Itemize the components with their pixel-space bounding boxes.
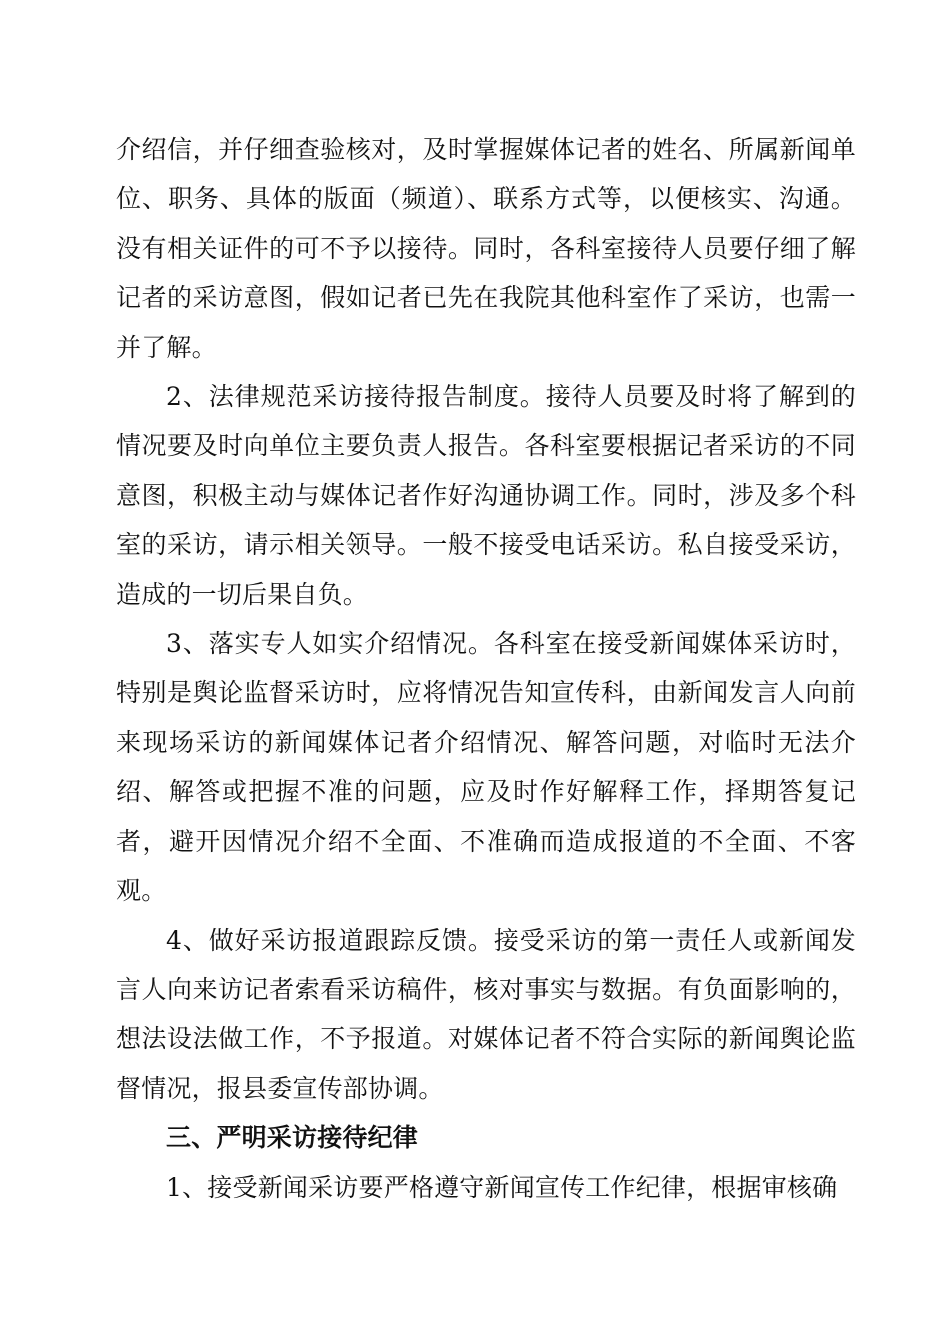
paragraph-item-4-follow-up: 4、做好采访报道跟踪反馈。接受采访的第一责任人或新闻发言人向来访记者索看采访稿件，核对事实与数据。有负面影响的，想法设法做工作，不予报道。对媒体记者不符合实际的新闻舆论监督情况，报县委宣传部协调。 <box>116 925 856 1103</box>
paragraph-item-3-designated-person: 3、落实专人如实介绍情况。各科室在接受新闻媒体采访时，特别是舆论监督采访时，应将情况告知宣传科，由新闻发言人向前来现场采访的新闻媒体记者介绍情况、解答问题，对临时无法介绍、解答或把握不准的问题，应及时作好解释工作，择期答复记者，避开因情况介绍不全面、不准确而造成报道的不全面、不客观。 <box>116 629 856 906</box>
section-heading-discipline: 三、严明采访接待纪律 <box>166 1123 419 1153</box>
document-body <box>116 125 856 1212</box>
paragraph-item-2-reporting-system: 2、法律规范采访接待报告制度。接待人员要及时将了解到的情况要及时向单位主要负责人报告。各科室要根据记者采访的不同意图，积极主动与媒体记者作好沟通协调工作。同时，涉及多个科室的采访，请示相关领导。一般不接受电话采访。私自接受采访，造成的一切后果自负。 <box>116 382 856 609</box>
paragraph-item-1-discipline: 1、接受新闻采访要严格遵守新闻宣传工作纪律，根据审核确 <box>166 1172 838 1202</box>
paragraph-intro-continuation: 介绍信，并仔细查验核对，及时掌握媒体记者的姓名、所属新闻单位、职务、具体的版面（频道）、联系方式等，以便核实、沟通。没有相关证件的可不予以接待。同时，各科室接待人员要仔细了解记者的采访意图，假如记者已先在我院其他科室作了采访，也需一并了解。 <box>116 135 856 362</box>
